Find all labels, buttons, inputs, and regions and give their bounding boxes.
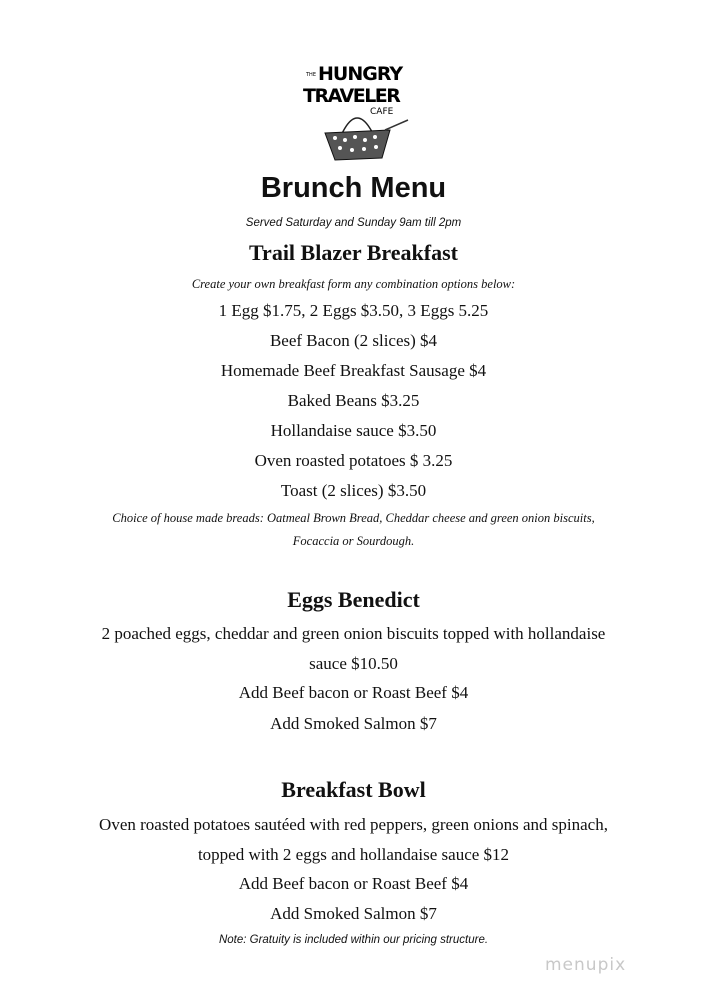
menu-item: sauce $10.50 xyxy=(309,654,398,673)
watermark: menupix xyxy=(545,955,627,975)
menu-item: Add Smoked Salmon $7 xyxy=(270,714,437,733)
served-hours: Served Saturday and Sunday 9am till 2pm xyxy=(245,217,462,229)
section-heading: Trail Blazer Breakfast xyxy=(249,240,458,265)
menu-item: Hollandaise sauce $3.50 xyxy=(270,421,437,440)
menu-item: Baked Beans $3.25 xyxy=(287,391,420,410)
svg-text:CAFE: CAFE xyxy=(370,107,394,117)
section-heading: Eggs Benedict xyxy=(287,587,420,612)
menu-item: Beef Bacon (2 slices) $4 xyxy=(269,331,438,350)
section-heading: Breakfast Bowl xyxy=(281,777,426,802)
page-title: Brunch Menu xyxy=(260,172,447,204)
menu-item: Toast (2 slices) $3.50 xyxy=(280,481,427,500)
menu-item: Homemade Beef Breakfast Sausage $4 xyxy=(220,361,487,380)
svg-text:THE: THE xyxy=(306,72,316,78)
menu-item: 1 Egg $1.75, 2 Eggs $3.50, 3 Eggs 5.25 xyxy=(218,301,489,320)
menu-item: Add Smoked Salmon $7 xyxy=(270,904,437,923)
svg-text:TRAVELER: TRAVELER xyxy=(303,85,400,107)
menu-item: Oven roasted potatoes $ 3.25 xyxy=(254,451,453,470)
bread-note: Choice of house made breads: Oatmeal Brown Bread, Cheddar cheese and green onion biscuits, xyxy=(112,511,595,525)
menu-item: 2 poached eggs, cheddar and green onion biscuits topped with hollandaise xyxy=(101,624,606,643)
bread-note: Focaccia or Sourdough. xyxy=(292,534,415,548)
menu-item: topped with 2 eggs and hollandaise sauce $12 xyxy=(197,845,510,864)
svg-text:HUNGRY: HUNGRY xyxy=(318,63,403,85)
menu-item: Add Beef bacon or Roast Beef $4 xyxy=(238,683,469,702)
menu-item: Add Beef bacon or Roast Beef $4 xyxy=(238,874,469,893)
menu-item: Oven roasted potatoes sautéed with red peppers, green onions and spinach, xyxy=(99,815,608,834)
section-intro: Create your own breakfast form any combination options below: xyxy=(191,277,516,291)
hungry-traveler-cafe-logo xyxy=(300,58,415,168)
gratuity-note: Note: Gratuity is included within our pricing structure. xyxy=(218,934,489,946)
